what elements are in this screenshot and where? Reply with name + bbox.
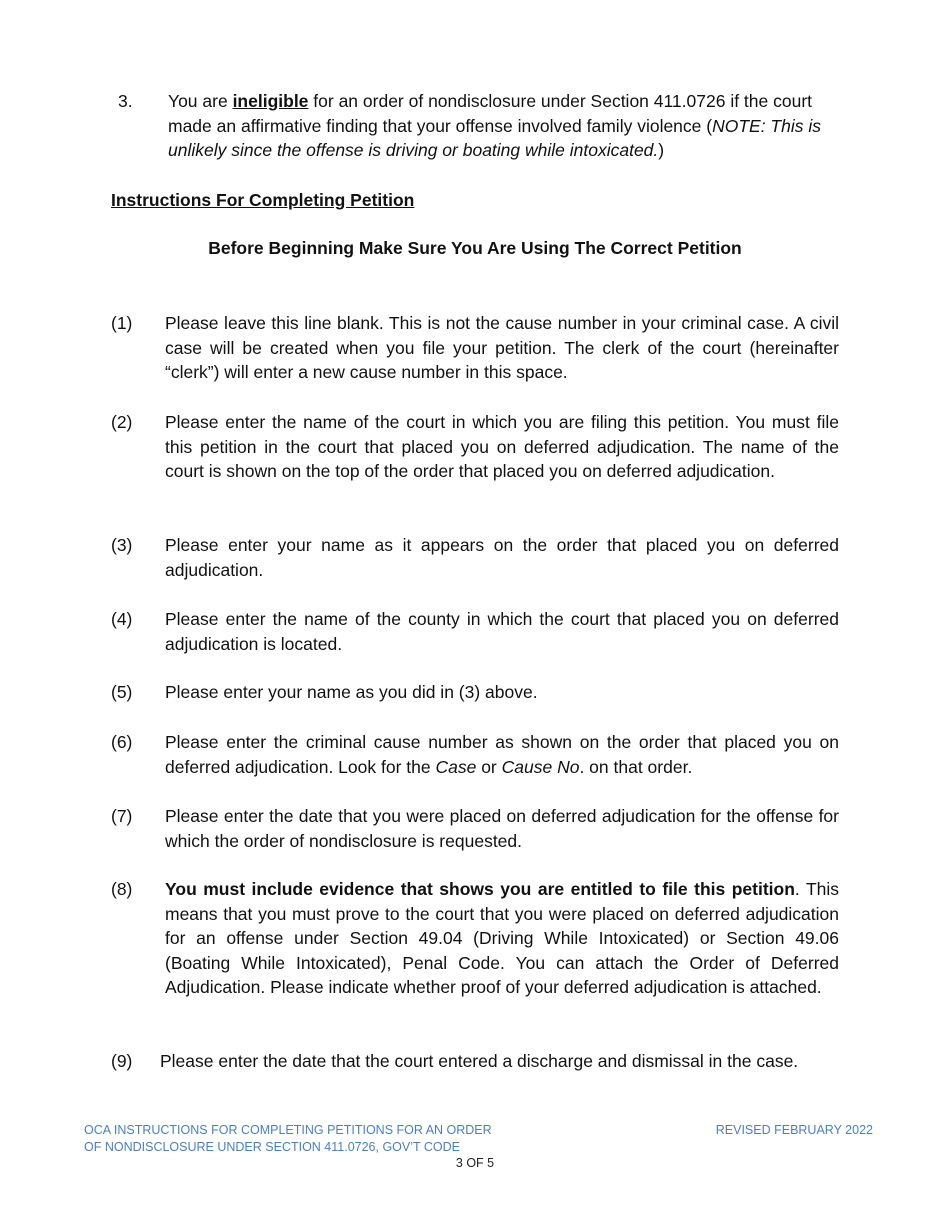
item-number: (6)	[111, 732, 133, 752]
item-number: (7)	[111, 806, 133, 826]
footer-title: OCA INSTRUCTIONS FOR COMPLETING PETITIONS FOR AN ORDER OF NONDISCLOSURE UNDER SECTION 411.0726, GOV’T CODE	[84, 1123, 492, 1154]
instruction-item-1	[111, 311, 839, 385]
footer-revision: REVISED FEBRUARY 2022	[715, 1123, 873, 1137]
instruction-item-4	[111, 607, 839, 656]
instruction-item-6	[111, 730, 839, 779]
item-text: Please enter the date that you were placed on deferred adjudication for the offense for which the order of nondisclosure is requested.	[165, 806, 839, 851]
note-text: NOTE: This is unlikely since the offense is driving or boating while intoxicated.	[168, 115, 821, 161]
instruction-item-2	[111, 410, 839, 484]
item-text: Please enter the criminal cause number as shown on the order that placed you on deferred adjudication. Look for the Case or Cause No. on that order.	[165, 732, 839, 777]
instruction-item-5	[111, 680, 839, 705]
ineligible-emphasis: ineligible	[232, 91, 309, 111]
item-text: Please enter your name as you did in (3) above.	[165, 682, 538, 702]
item-text: Please enter the name of the court in which you are filing this petition. You must file this petition in the court that placed you on deferred adjudication. The name of the court is shown on the top of the order that placed you on deferred adjudication.	[165, 412, 839, 482]
item-text: You are ineligible for an order of nondisclosure under Section 411.0726 if the court made an affirmative finding that your offense involved family violence (NOTE: This is unlikely since the offense is driving or boating while intoxicated.)	[168, 91, 821, 161]
item-text: Please enter the name of the county in which the court that placed you on deferred adjudication is located.	[165, 609, 839, 654]
instruction-item-9	[111, 1049, 839, 1074]
page-number: 3 OF 5	[455, 1156, 495, 1170]
eligibility-item-3	[118, 89, 840, 163]
section-subheading: Before Beginning Make Sure You Are Using The Correct Petition	[208, 238, 742, 258]
section-heading: Instructions For Completing Petition	[111, 190, 415, 210]
item-text: You must include evidence that shows you are entitled to file this petition. This means that you must prove to the court that you were placed on deferred adjudication for an offense under Section 49.04 (Driving While Intoxicated) or Section 49.06 (Boating While Intoxicated), Penal Code. You can attach the Order of Deferred Adjudication. Please indicate whether proof of your deferred adjudication is attached.	[165, 879, 840, 998]
evidence-requirement: You must include evidence that shows you are entitled to file this petition	[165, 879, 795, 899]
item-text: Please enter the date that the court entered a discharge and dismissal in the case.	[160, 1051, 799, 1071]
item-number: (2)	[111, 412, 133, 432]
instruction-item-3	[111, 533, 839, 582]
item-number: (1)	[111, 313, 133, 333]
instruction-item-7	[111, 804, 839, 853]
instruction-item-8	[111, 877, 839, 1000]
item-number: (9)	[111, 1051, 133, 1071]
item-number: 3.	[118, 91, 133, 111]
item-text: Please leave this line blank. This is not the cause number in your criminal case. A civil case will be created when you file your petition. The clerk of the court (hereinafter “clerk”) will enter a new cause number in this space.	[165, 313, 839, 383]
item-number: (3)	[111, 535, 133, 555]
item-number: (8)	[111, 879, 133, 899]
item-number: (5)	[111, 682, 133, 702]
item-text: Please enter your name as it appears on the order that placed you on deferred adjudication.	[165, 535, 839, 580]
item-number: (4)	[111, 609, 133, 629]
